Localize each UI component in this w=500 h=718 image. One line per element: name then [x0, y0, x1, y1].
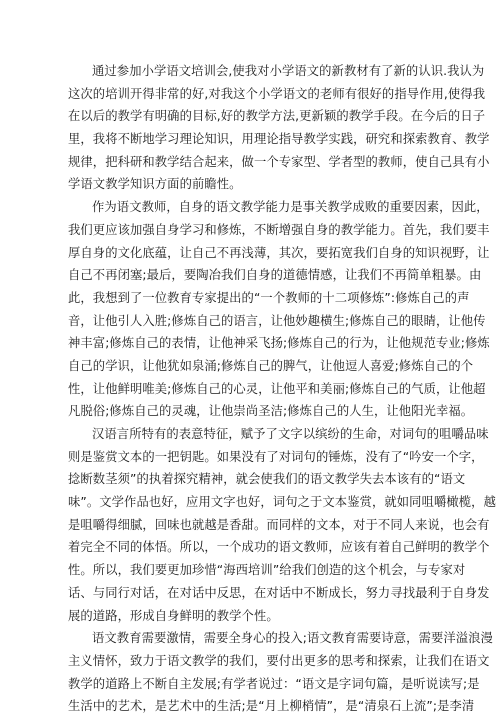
text-line: 语文教育需要激情，需要全身心的投入;语文教育需要诗意，需要洋溢浪漫 [92, 631, 493, 646]
text-line: 教学的道路上不断自主发展;有学者说过：“语文是字词句篇，是听说读写;是 [68, 676, 480, 691]
text-line: 这次的培训开得非常的好,对我这个小学语文的老师有很好的指导作用,使得我 [68, 86, 486, 101]
text-line: 通过参加小学语文培训会,使我对小学语文的新教材有了新的认识.我认为 [92, 64, 485, 78]
text-line: 则是鉴赏文本的一把钥匙。如果没有了对词句的锤炼，没有了“吟安一个字， [68, 449, 484, 464]
text-line: 规律，把科研和教学结合起来，做一个专家型、学者型的教师，使自己具有小 [68, 154, 490, 169]
text-line: 此，我想到了一位教育专家提出的“一个教师的十二项修炼”:修炼自己的声 [68, 290, 470, 305]
text-line: 性，让他鲜明唯美;修炼自己的心灵，让他平和美丽;修炼自己的气质，让他超 [68, 381, 486, 396]
text-line: 主义情怀，致力于语文教学的我们，要付出更多的思考和探索，让我们在语文 [68, 653, 490, 668]
text-line: 作为语文教师，自身的语文教学能力是事关教学成败的重要因素，因此， [92, 200, 489, 215]
text-line: 自己不再闭塞;最后，要陶冶我们自身的道德情感，让我们不再简单粗暴。由 [68, 268, 482, 283]
document-body [68, 60, 496, 718]
text-line: 音，让他引人入胜;修炼自己的语言，让他妙趣横生;修炼自己的眼睛，让他传 [68, 313, 486, 328]
paragraph [68, 627, 493, 718]
paragraph [68, 60, 490, 196]
text-line: 里，我将不断地学习理论知识，用理论指导教学实践，研究和探索教育、教学 [68, 132, 490, 147]
text-line: 学语文教学知识方面的前瞻性。 [68, 177, 242, 192]
text-line: 我们更应该加强自身学习和修炼，不断增强自身的教学能力。首先，我们要丰 [68, 222, 490, 237]
text-line: 展的道路，形成自身鲜明的教学个性。 [68, 608, 279, 623]
text-line: 捻断数茎须”的执着探究精神，就会使我们的语文教学失去本该有的“语文 [68, 472, 466, 487]
text-line: 汉语言所特有的表意特征，赋予了文字以缤纷的生命，对词句的咀嚼品味 [92, 427, 489, 441]
text-line: 在以后的教学有明确的目标,好的教学方法,更新颖的教学手段。在今后的日子 [68, 109, 486, 124]
text-line: 味”。文学作品也好，应用文字也好，词句之于文本鉴赏，就如同咀嚼橄榄，越 [68, 495, 496, 510]
text-line: 自己的学识，让他犹如泉涌;修炼自己的脾气，让他逗人喜爱;修炼自己的个 [68, 358, 474, 373]
text-line: 是咀嚼得细腻，回味也就越是香甜。而同样的文本，对于不同人来说，也会有 [68, 517, 490, 532]
text-line: 生活中的艺术，是艺术中的生活;是“月上柳梢情”，是“清泉石上流”;是李清 [68, 699, 475, 714]
text-line: 神丰富;修炼自己的表情，让他神采飞扬;修炼自己的行为，让他规范专业;修炼 [68, 336, 490, 351]
text-line: 话、与同行对话，在对话中反思，在对话中不断成长，努力寻找最利于自身发 [68, 585, 490, 600]
text-line: 性。所以，我们要更加珍惜“海西培训”给我们创造的这个机会，与专家对 [68, 563, 466, 578]
text-line: 着完全不同的体悟。所以，一个成功的语文教师，应该有着自己鲜明的教学个 [68, 540, 490, 555]
paragraph [68, 196, 490, 423]
text-line: 凡脱俗;修炼自己的灵魂，让他崇尚圣洁;修炼自己的人生，让他阳光幸福。 [68, 404, 474, 419]
paragraph [68, 423, 496, 627]
text-line: 厚自身的文化底蕴，让自己不再浅薄，其次，要拓宽我们自身的知识视野，让 [68, 245, 490, 260]
